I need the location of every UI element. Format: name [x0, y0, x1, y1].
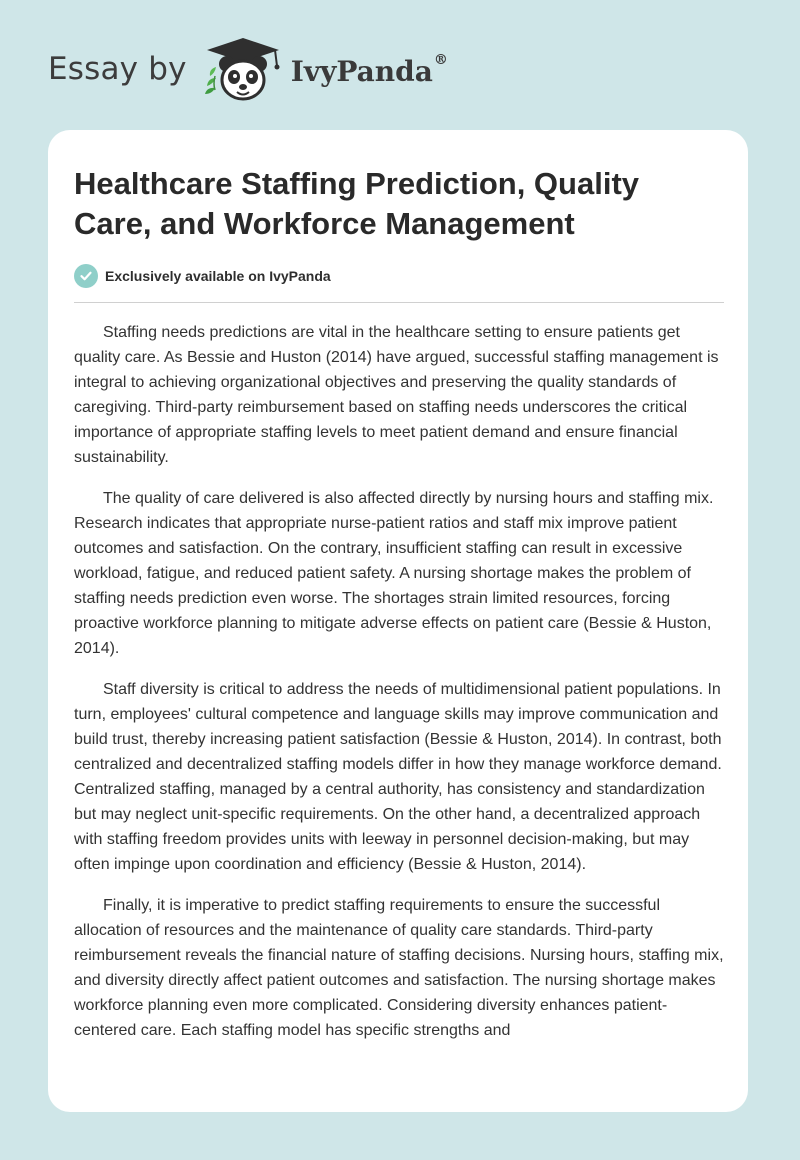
registered-mark: ® — [433, 52, 448, 69]
essay-card — [48, 130, 748, 1112]
brand-name[interactable] — [290, 52, 448, 88]
exclusive-badge-label: Exclusively available on IvyPanda — [105, 268, 331, 284]
site-header — [48, 34, 448, 104]
paragraph-4: Finally, it is imperative to predict staffing requirements to ensure the successful allocation of resources and the maintenance of quality care standards. Third-party reimbursement reveals the financial nature of staffing decisions. Nursing hours, staffing mix, and diversity directly affect patient outcomes and satisfaction. The nursing shortage makes workforce planning even more complicated. Considering diversity enhances patient-centered care. Each staffing model has specific strengths and — [74, 897, 724, 1039]
paragraph-1: Staffing needs predictions are vital in the healthcare setting to ensure patients get quality care. As Bessie and Huston (2014) have argued, successful staffing management is integral to achieving organizational objectives and preserving the quality standards of caregiving. Third-party reimbursement based on staffing needs underscores the critical importance of appropriate staffing levels to meet patient demand and ensure financial sustainability. — [74, 324, 719, 466]
essay-title: Healthcare Staffing Prediction, Quality Care, and Workforce Management — [74, 166, 640, 241]
title-divider — [74, 302, 724, 303]
exclusive-badge — [74, 264, 331, 288]
paragraph-3: Staff diversity is critical to address the needs of multidimensional patient populations. In turn, employees' cultural competence and language skills may improve communication and build trust, thereby increasing patient satisfaction (Bessie & Huston, 2014). In contrast, both centralized and decentralized staffing models differ in how they manage workforce demand. Centralized staffing, managed by a central authority, has consistency and standardization but may neglect unit-specific requirements. On the other hand, a decentralized approach with staffing freedom provides units with leeway in personnel decision-making, but may often impinge upon coordination and efficiency (Bessie & Huston, 2014). — [74, 681, 722, 873]
essay-by-label: Essay by — [48, 51, 187, 87]
check-icon — [74, 264, 98, 288]
paragraph-2: The quality of care delivered is also affected directly by nursing hours and staffing mix. Research indicates that appropriate nurse-patient ratios and staff mix improve patient outcomes and satisfaction. On the contrary, insufficient staffing can result in excessive workload, fatigue, and reduced patient safety. A nursing shortage makes the problem of staffing needs prediction even worse. The shortages strain limited resources, forcing proactive workforce planning to mitigate adverse effects on patient care (Bessie & Huston, 2014). — [74, 490, 714, 657]
panda-logo-icon[interactable] — [197, 34, 289, 104]
brand-text: IvyPanda — [290, 54, 433, 88]
essay-body — [74, 320, 726, 1059]
